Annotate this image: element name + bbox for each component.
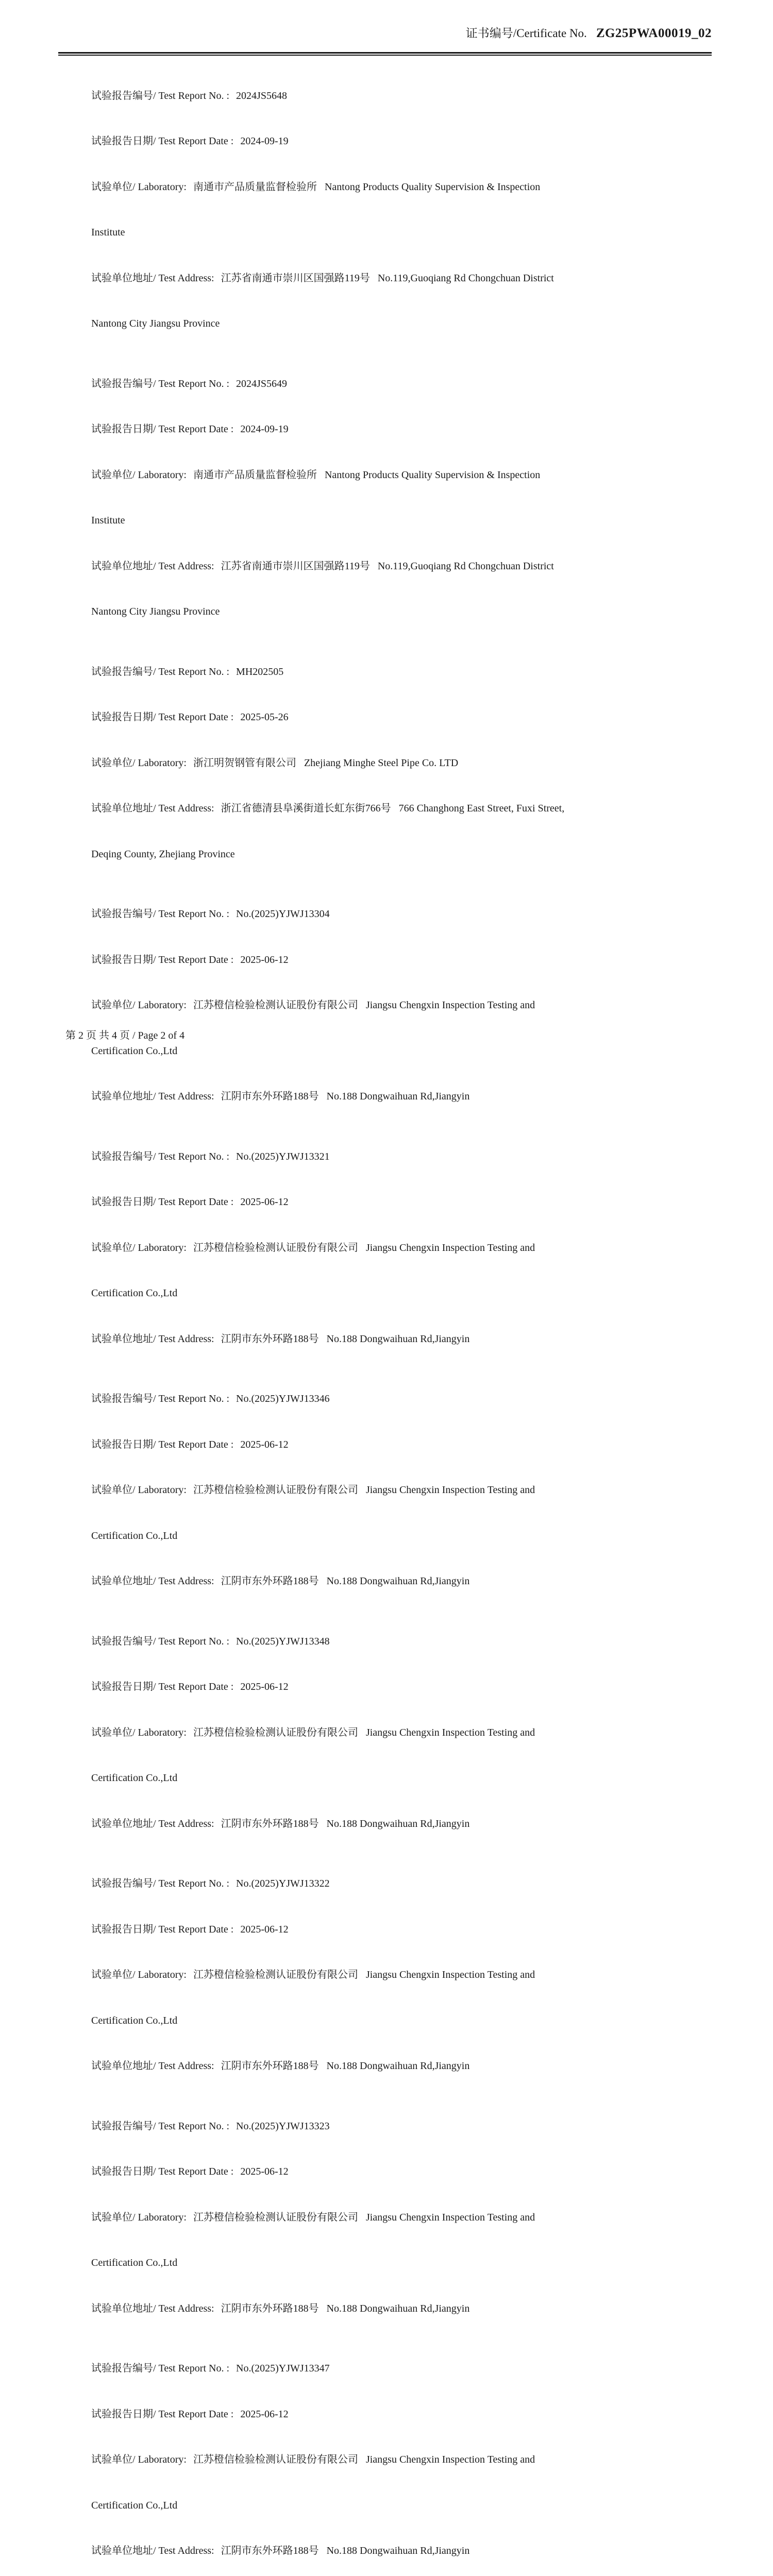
laboratory-value-continued: Certification Co.,Ltd: [91, 2257, 178, 2268]
report-no-value: No.(2025)YJWJ13323: [236, 2120, 330, 2132]
report-no-value: MH202505: [236, 666, 284, 677]
report-date-line: [71, 2149, 668, 2195]
laboratory-label: 试验单位/ Laboratory:: [91, 1242, 187, 1253]
report-date-line: [71, 937, 668, 983]
laboratory-line: [71, 452, 668, 498]
report-no-label: 试验报告编号/ Test Report No. :: [91, 90, 230, 101]
report-date-label: 试验报告日期/ Test Report Date :: [91, 954, 234, 965]
laboratory-label: 试验单位/ Laboratory:: [91, 2454, 187, 2465]
report-date-value: 2025-06-12: [240, 954, 289, 965]
laboratory-label: 试验单位/ Laboratory:: [91, 999, 187, 1011]
laboratory-line: [71, 983, 668, 1029]
address-line-wrap: [71, 832, 668, 877]
laboratory-line-wrap: [71, 210, 668, 256]
report-no-label: 试验报告编号/ Test Report No. :: [91, 2120, 230, 2132]
report-date-value: 2025-06-12: [240, 1438, 289, 1450]
report-date-label: 试验报告日期/ Test Report Date :: [91, 1681, 234, 1692]
report-no-line: [71, 361, 668, 407]
address-line: [71, 1074, 668, 1120]
report-block: [71, 892, 668, 1120]
address-value: 江阴市东外环路188号 No.188 Dongwaihuan Rd,Jiangyin: [221, 1333, 470, 1345]
report-date-value: 2024-09-19: [240, 423, 289, 435]
laboratory-value: 江苏橙信检验检测认证股份有限公司 Jiangsu Chengxin Inspection Testing and: [193, 2454, 535, 2465]
address-label: 试验单位地址/ Test Address:: [91, 560, 214, 572]
report-date-value: 2025-06-12: [240, 1681, 289, 1692]
laboratory-value: 江苏橙信检验检测认证股份有限公司 Jiangsu Chengxin Inspection Testing and: [193, 999, 535, 1011]
laboratory-value: 江苏橙信检验检测认证股份有限公司 Jiangsu Chengxin Inspection Testing and: [193, 1484, 535, 1496]
laboratory-value: 浙江明贺钢管有限公司 Zhejiang Minghe Steel Pipe Co. LTD: [193, 757, 459, 769]
laboratory-line-wrap: [71, 2241, 668, 2286]
laboratory-line-wrap: [71, 498, 668, 544]
laboratory-value-continued: Certification Co.,Ltd: [91, 2499, 178, 2511]
report-date-line: [71, 2392, 668, 2437]
report-block: [71, 1861, 668, 2090]
address-value: 江苏省南通市崇川区国强路119号 No.119,Guoqiang Rd Chongchuan District: [221, 560, 554, 572]
address-value-continued: Nantong City Jiangsu Province: [91, 606, 220, 617]
laboratory-label: 试验单位/ Laboratory:: [91, 1484, 187, 1496]
address-value: 江阴市东外环路188号 No.188 Dongwaihuan Rd,Jiangyin: [221, 2545, 470, 2556]
certificate-number: ZG25PWA00019_02: [596, 26, 712, 40]
laboratory-value-continued: Certification Co.,Ltd: [91, 1045, 178, 1057]
report-no-label: 试验报告编号/ Test Report No. :: [91, 2363, 230, 2374]
address-value: 江阴市东外环路188号 No.188 Dongwaihuan Rd,Jiangyin: [221, 1091, 470, 1102]
address-label: 试验单位地址/ Test Address:: [91, 272, 214, 284]
report-date-line: [71, 1907, 668, 1953]
laboratory-line-wrap: [71, 2483, 668, 2529]
report-date-value: 2025-06-12: [240, 1923, 289, 1935]
report-no-value: No.(2025)YJWJ13304: [236, 908, 330, 920]
address-label: 试验单位地址/ Test Address:: [91, 803, 214, 814]
address-line: [71, 1559, 668, 1605]
report-date-line: [71, 119, 668, 165]
report-no-value: 2024JS5648: [236, 90, 287, 101]
report-date-value: 2025-06-12: [240, 2166, 289, 2177]
address-line-wrap: [71, 301, 668, 347]
address-line: [71, 2286, 668, 2332]
report-no-label: 试验报告编号/ Test Report No. :: [91, 1150, 230, 1162]
address-value-continued: Deqing County, Zhejiang Province: [91, 848, 235, 860]
laboratory-value: 南通市产品质量监督检验所 Nantong Products Quality Supervision & Inspection: [193, 469, 541, 481]
laboratory-label: 试验单位/ Laboratory:: [91, 469, 187, 481]
report-date-label: 试验报告日期/ Test Report Date :: [91, 2166, 234, 2177]
laboratory-line-wrap: [71, 1513, 668, 1559]
laboratory-value-continued: Institute: [91, 515, 125, 526]
address-line: [71, 2529, 668, 2574]
report-date-value: 2025-06-12: [240, 2408, 289, 2420]
report-no-value: No.(2025)YJWJ13322: [236, 1878, 330, 1889]
address-line: [71, 1316, 668, 1362]
report-no-line: [71, 892, 668, 938]
report-date-line: [71, 407, 668, 453]
laboratory-label: 试验单位/ Laboratory:: [91, 2211, 187, 2223]
laboratory-line: [71, 2437, 668, 2483]
laboratory-line: [71, 2195, 668, 2241]
laboratory-line-wrap: [71, 1998, 668, 2044]
laboratory-label: 试验单位/ Laboratory:: [91, 1969, 187, 1980]
laboratory-value-continued: Certification Co.,Ltd: [91, 2014, 178, 2026]
address-value: 江阴市东外环路188号 No.188 Dongwaihuan Rd,Jiangyin: [221, 2060, 470, 2072]
report-block: [71, 361, 668, 635]
laboratory-line: [71, 1225, 668, 1271]
address-value: 江阴市东外环路188号 No.188 Dongwaihuan Rd,Jiangyin: [221, 1818, 470, 1829]
laboratory-line: [71, 1953, 668, 1998]
report-no-value: No.(2025)YJWJ13347: [236, 2363, 330, 2374]
report-date-label: 试验报告日期/ Test Report Date :: [91, 1923, 234, 1935]
address-line: [71, 2044, 668, 2090]
report-no-label: 试验报告编号/ Test Report No. :: [91, 666, 230, 677]
report-no-label: 试验报告编号/ Test Report No. :: [91, 1393, 230, 1404]
laboratory-value-continued: Institute: [91, 227, 125, 238]
laboratory-label: 试验单位/ Laboratory:: [91, 181, 187, 193]
address-line: [71, 1801, 668, 1847]
report-date-label: 试验报告日期/ Test Report Date :: [91, 2408, 234, 2420]
report-no-line: [71, 1861, 668, 1907]
laboratory-line-wrap: [71, 1756, 668, 1802]
certificate-header: [58, 24, 712, 41]
address-value: 浙江省德清县阜溪街道长虹东街766号 766 Changhong East Street, Fuxi Street,: [221, 803, 565, 814]
laboratory-value-continued: Certification Co.,Ltd: [91, 1530, 178, 1541]
report-no-label: 试验报告编号/ Test Report No. :: [91, 1635, 230, 1647]
header-double-rule: [58, 52, 712, 56]
report-list: [71, 73, 668, 2576]
report-date-line: [71, 1180, 668, 1226]
address-value: 江阴市东外环路188号 No.188 Dongwaihuan Rd,Jiangyin: [221, 1575, 470, 1587]
report-date-value: 2025-05-26: [240, 711, 289, 723]
laboratory-value: 南通市产品质量监督检验所 Nantong Products Quality Supervision & Inspection: [193, 181, 541, 193]
report-no-line: [71, 2104, 668, 2149]
page-number: 第 2 页 共 4 页 / Page 2 of 4: [65, 1030, 185, 1041]
laboratory-line-wrap: [71, 1271, 668, 1317]
address-label: 试验单位地址/ Test Address:: [91, 2060, 214, 2072]
report-block: [71, 1619, 668, 1847]
report-date-label: 试验报告日期/ Test Report Date :: [91, 711, 234, 723]
laboratory-line: [71, 1468, 668, 1514]
report-block: [71, 1377, 668, 1605]
report-no-line: [71, 1134, 668, 1180]
address-line: [71, 786, 668, 832]
address-label: 试验单位地址/ Test Address:: [91, 2545, 214, 2556]
laboratory-line: [71, 1710, 668, 1756]
report-date-line: [71, 695, 668, 741]
laboratory-value: 江苏橙信检验检测认证股份有限公司 Jiangsu Chengxin Inspection Testing and: [193, 1242, 535, 1253]
report-date-line: [71, 1665, 668, 1710]
address-label: 试验单位地址/ Test Address:: [91, 2302, 214, 2314]
address-label: 试验单位地址/ Test Address:: [91, 1091, 214, 1102]
report-block: [71, 2346, 668, 2574]
report-no-value: 2024JS5649: [236, 378, 287, 389]
laboratory-value: 江苏橙信检验检测认证股份有限公司 Jiangsu Chengxin Inspection Testing and: [193, 1969, 535, 1980]
address-label: 试验单位地址/ Test Address:: [91, 1575, 214, 1587]
address-line: [71, 256, 668, 301]
report-date-label: 试验报告日期/ Test Report Date :: [91, 423, 234, 435]
address-value: 江阴市东外环路188号 No.188 Dongwaihuan Rd,Jiangyin: [221, 2302, 470, 2314]
report-block: [71, 73, 668, 347]
report-date-label: 试验报告日期/ Test Report Date :: [91, 1438, 234, 1450]
report-date-label: 试验报告日期/ Test Report Date :: [91, 1196, 234, 1208]
report-no-line: [71, 2346, 668, 2392]
report-date-value: 2025-06-12: [240, 1196, 289, 1208]
report-no-value: No.(2025)YJWJ13348: [236, 1635, 330, 1647]
report-no-line: [71, 1619, 668, 1665]
laboratory-label: 试验单位/ Laboratory:: [91, 1726, 187, 1738]
report-no-label: 试验报告编号/ Test Report No. :: [91, 378, 230, 389]
report-date-line: [71, 1422, 668, 1468]
address-label: 试验单位地址/ Test Address:: [91, 1333, 214, 1345]
address-value-continued: Nantong City Jiangsu Province: [91, 318, 220, 329]
report-block: [71, 2104, 668, 2332]
report-no-label: 试验报告编号/ Test Report No. :: [91, 908, 230, 920]
report-date-label: 试验报告日期/ Test Report Date :: [91, 135, 234, 147]
report-block: [71, 649, 668, 877]
report-no-value: No.(2025)YJWJ13346: [236, 1393, 330, 1404]
report-no-line: [71, 73, 668, 119]
laboratory-line: [71, 164, 668, 210]
laboratory-line: [71, 740, 668, 786]
laboratory-value: 江苏橙信检验检测认证股份有限公司 Jiangsu Chengxin Inspection Testing and: [193, 1726, 535, 1738]
laboratory-value-continued: Certification Co.,Ltd: [91, 1772, 178, 1784]
address-value: 江苏省南通市崇川区国强路119号 No.119,Guoqiang Rd Chongchuan District: [221, 272, 554, 284]
address-line-wrap: [71, 589, 668, 635]
laboratory-value-continued: Certification Co.,Ltd: [91, 1287, 178, 1299]
report-no-line: [71, 649, 668, 695]
address-label: 试验单位地址/ Test Address:: [91, 1818, 214, 1829]
report-date-value: 2024-09-19: [240, 135, 289, 147]
laboratory-value: 江苏橙信检验检测认证股份有限公司 Jiangsu Chengxin Inspection Testing and: [193, 2211, 535, 2223]
report-no-value: No.(2025)YJWJ13321: [236, 1150, 330, 1162]
certificate-no-label: 证书编号/Certificate No.: [465, 27, 587, 40]
laboratory-label: 试验单位/ Laboratory:: [91, 757, 187, 769]
address-line: [71, 544, 668, 589]
report-block: [71, 1134, 668, 1362]
report-no-line: [71, 1377, 668, 1422]
report-no-label: 试验报告编号/ Test Report No. :: [91, 1878, 230, 1889]
